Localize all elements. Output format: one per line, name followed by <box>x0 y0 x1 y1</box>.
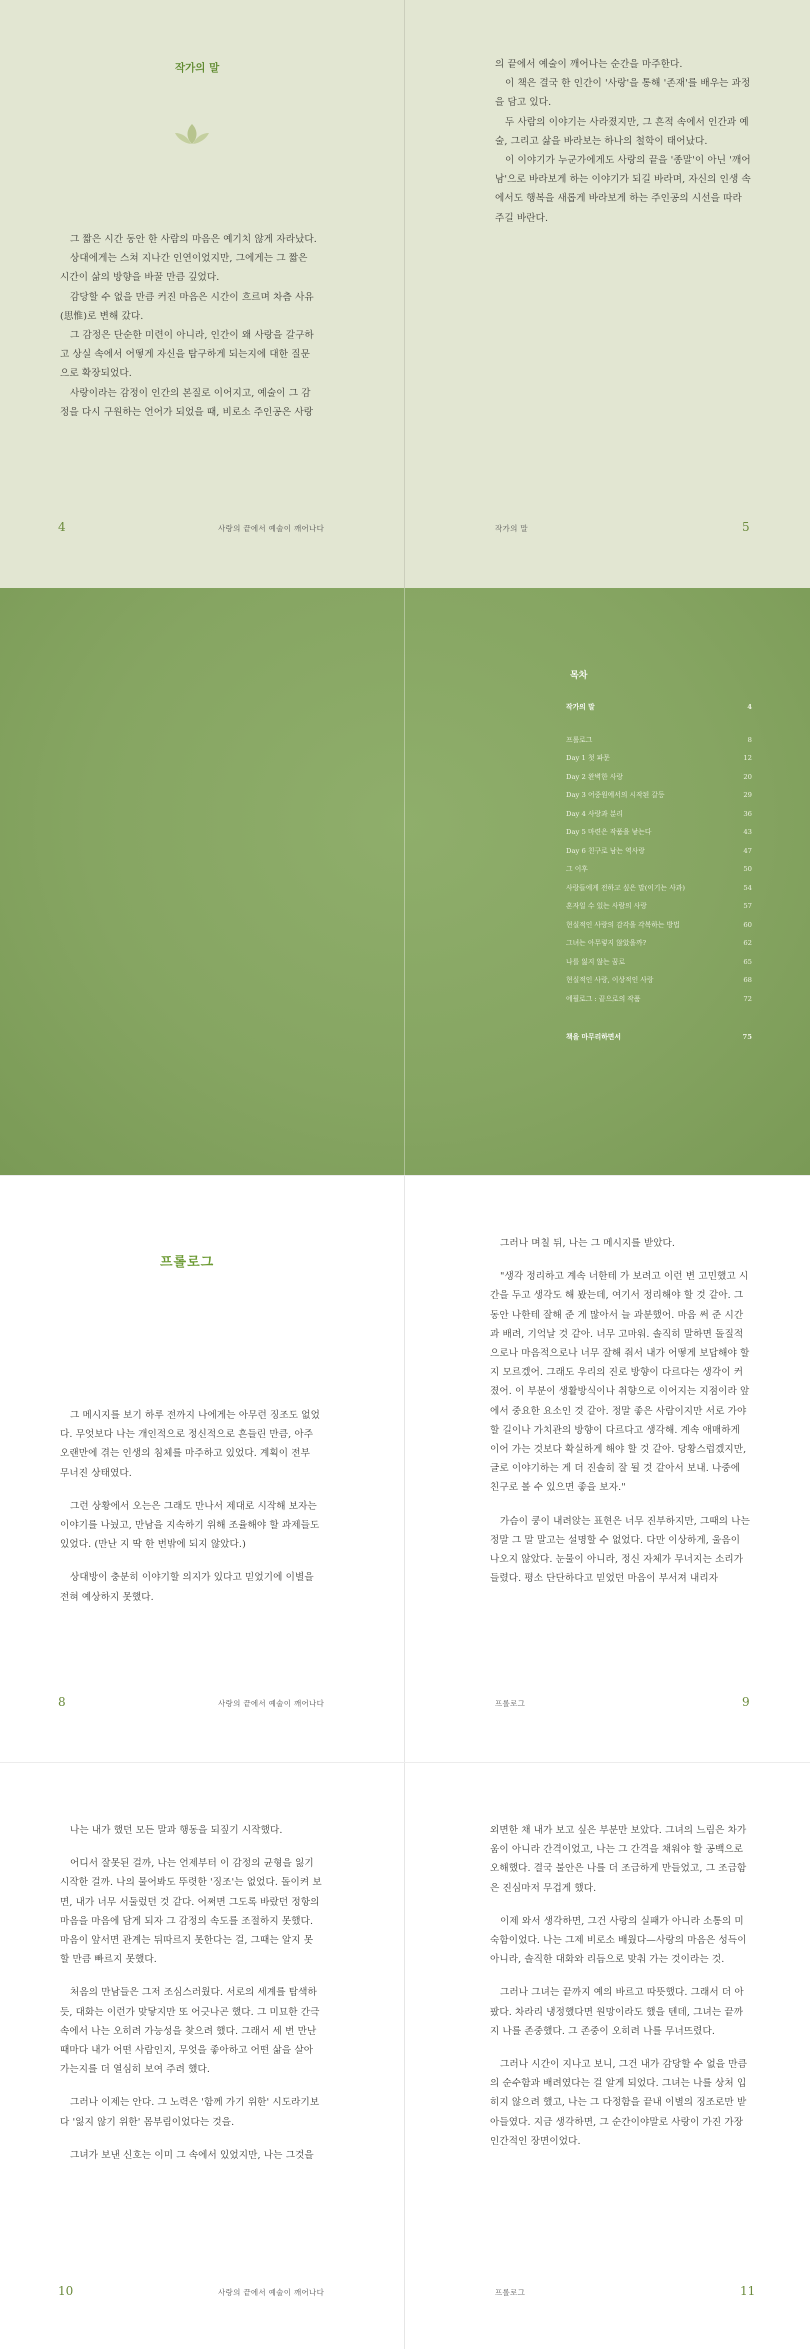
toc-page: 62 <box>743 939 752 947</box>
body-text <box>495 55 753 228</box>
paragraph: 그 감정은 단순한 미련이 아니라, 인간이 왜 사랑을 갈구하고 상실 속에서 어떻게 자신을 탐구하게 되는지에 대한 질문으로 확장되었다. <box>60 330 314 380</box>
running-head: 작가의 말 <box>495 524 528 533</box>
toc-label: 사랑들에게 전하고 싶은 말(이기는 사과) <box>566 883 685 892</box>
toc-entry[interactable] <box>566 768 752 787</box>
toc-page: 20 <box>743 772 752 781</box>
toc-label: 혼자일 수 있는 사람의 사랑 <box>566 902 647 910</box>
paragraph: 이 책은 결국 한 인간이 '사랑'을 통해 '존재'를 배우는 과정을 담고 있다. <box>495 78 751 109</box>
toc-label: Day 3 어중원에서의 시작된 갈등 <box>566 791 665 799</box>
paragraph: 의 끝에서 예술이 깨어나는 순간을 마주한다. <box>495 59 683 70</box>
toc-page: 47 <box>743 846 752 855</box>
toc-label: Day 4 사랑과 분리 <box>566 809 623 818</box>
body-text <box>490 1821 752 2151</box>
toc-page: 29 <box>743 791 752 799</box>
paragraph: 그런 상황에서 오는은 그래도 만나서 제대로 시작해 보자는 이야기를 나눴고, 만남을 지속하기 위해 조율해야 할 과제들도 있었다. (만난 지 딱 한 번밖에 되지 않았다.) <box>60 1500 320 1551</box>
toc-entry[interactable] <box>566 842 752 861</box>
toc-page: 60 <box>743 920 752 929</box>
body-text <box>60 230 318 422</box>
toc-label: Day 5 마련은 작품을 낳는다 <box>566 828 652 836</box>
toc-page: 50 <box>743 865 752 873</box>
toc-label: 현실적인 사랑, 이상적인 사랑 <box>566 976 654 984</box>
paragraph: 이제 와서 생각하면, 그건 사랑의 실패가 아니라 소통의 미숙함이었다. 나는 그제 비로소 배웠다—사랑의 마음은 성득이 아니라, 솔직한 대화와 리듬으로 맞춰 가는 것이라는 것. <box>490 1915 747 1966</box>
page-10 <box>0 1763 405 2349</box>
paragraph: 그러나 그녀는 끝까지 예의 바르고 따뜻했다. 그래서 더 아팠다. 차라리 냉정했다면 원망이라도 했을 텐데, 그녀는 끝까지 나를 존중했다. 그 존중이 오히려 나를 무너뜨렸다. <box>490 1987 744 2037</box>
paragraph: 그 메시지를 보기 하루 전까지 나에게는 아무런 징조도 없었다. 무엇보다 나는 개인적으로 정신적으로 흔들린 만큼, 아주 오랜만에 겪는 인생의 침체를 마주하고 있었다. 계획이 전부 무너진 상태였다. <box>60 1410 321 1479</box>
toc-list <box>566 698 752 1047</box>
toc-entry[interactable] <box>566 749 752 768</box>
paragraph: 그러나 며칠 뒤, 나는 그 메시지를 받았다. <box>500 1238 676 1249</box>
page-8 <box>0 1176 405 1763</box>
paragraph: "생각 정리하고 계속 너한테 가 보려고 이런 변 고민했고 시간을 두고 생각도 해 봤는데, 여기서 정리해야 할 것 같아. 그동안 나한테 잘해 준 게 많아서 늘 과분했어. 마음 써 준 시간과 배려, 기억날 것 같아. 너무 고마워. 솔직히 말하면 돌질적으로나 마음적으로나 너무 잘해 줘서 내가 어떻게 보답해야 할지 모르겠어. 그래도 우리의 진로 방향이 다르다는 생각이 커졌어. 이 부분이 생활방식이나 취향으로 이어지는 지점이라 앞에서 중요한 요소인 것 같아. 정말 좋은 사람이지만 서로 가야 할 길이나 가치관의 방향이 다르다고 생각해. 계속 애매하게 이어 가는 것보다 확실하게 해야 할 것 같아. 당황스럽겠지만, 글로 이야기하는 게 더 진솔히 잘 될 것 같아서 보내. 나중에 친구로 볼 수 있으면 좋을 보자." <box>490 1271 750 1494</box>
chapter-title: 작가의 말 <box>175 62 220 74</box>
paragraph: 그 짧은 시간 동안 한 사람의 마음은 예기치 않게 자라났다. <box>70 234 317 245</box>
gutter <box>404 1176 405 1763</box>
toc-page: 72 <box>743 994 752 1003</box>
toc-label: Day 2 완벽한 사랑 <box>566 772 623 781</box>
page-blank-green <box>0 588 405 1175</box>
body-text <box>60 1406 322 1607</box>
spread-prologue-continued <box>0 1762 810 2349</box>
paragraph: 두 사람의 이야기는 사라졌지만, 그 흔적 속에서 인간과 예술, 그리고 삶을 바라보는 하나의 철학이 태어났다. <box>495 116 749 147</box>
paragraph: 가슴이 쿵이 내려앉는 표현은 너무 진부하지만, 그때의 나는 정말 그 말 말고는 설명할 수 없었다. 다만 이상하게, 울음이 나오지 않았다. 눈물이 아니라, 정신 자체가 무너지는 소리가 들렸다. 평소 단단하다고 믿었던 마음이 부서져 내리자 <box>490 1515 751 1585</box>
gutter <box>404 0 405 588</box>
page-number: 11 <box>740 2284 756 2298</box>
toc-entry[interactable] <box>566 823 752 842</box>
page-number: 5 <box>742 520 750 534</box>
toc-label: 현실적인 사랑의 감각을 각복하는 방법 <box>566 920 680 929</box>
toc-entry[interactable] <box>566 934 752 953</box>
toc-entry[interactable] <box>566 897 752 916</box>
toc-entry[interactable] <box>566 805 752 824</box>
toc-entry[interactable] <box>566 879 752 898</box>
paragraph: 감당할 수 없을 만큼 커진 마음은 시간이 흐르며 차츰 사유(思惟)로 변해 갔다. <box>60 291 314 322</box>
paragraph: 외면한 채 내가 보고 싶은 부분만 보았다. 그녀의 느림은 차가움이 아니라 간격이었고, 나는 그 간격을 채워야 할 공백으로 오해했다. 결국 불안은 나를 더 조급하게 만들었고, 그 조급함은 진심마저 무겁게 했다. <box>490 1825 747 1894</box>
toc-entry[interactable] <box>566 698 752 717</box>
toc-page: 57 <box>743 902 752 910</box>
running-head: 프롤로그 <box>495 2288 526 2297</box>
running-head: 사랑의 끝에서 예술이 깨어나다 <box>218 524 325 533</box>
toc-label: 나를 잃지 않는 꿈로 <box>566 957 626 966</box>
leaf-ornament-icon <box>172 122 212 146</box>
page-4 <box>0 0 405 588</box>
gutter <box>404 588 405 1175</box>
running-head: 프롤로그 <box>495 1699 526 1708</box>
toc-entry[interactable] <box>566 971 752 990</box>
paragraph: 사랑이라는 감정이 인간의 본질로 이어지고, 예술이 그 감정을 다시 구원하는 언어가 되었을 때, 비로소 주인공은 사랑 <box>60 387 314 418</box>
toc-label: 그녀는 아무렇지 않았을까? <box>566 939 647 947</box>
toc-page: 4 <box>747 703 752 711</box>
paragraph: 나는 내가 했던 모든 말과 행동을 되짚기 시작했다. <box>70 1825 283 1836</box>
toc-page: 68 <box>743 976 752 984</box>
toc-label: 에필로그 : 끝으로의 작품 <box>566 994 641 1003</box>
paragraph: 상대방이 충분히 이야기할 의지가 있다고 믿었기에 이별을 전혀 예상하지 못했다. <box>60 1572 314 1603</box>
body-text <box>60 1821 322 2165</box>
paragraph: 어디서 잘못된 걸까, 나는 언제부터 이 감정의 균형을 잃기 시작한 걸까. 나의 물어봐도 뚜렷한 '징조'는 없었다. 돌이켜 보면, 내가 너무 서둘렀던 것 같다. 어쩌면 그도록 바랐던 정항의 마음을 마음에 담게 되자 그 감정의 속도를 조절하지 못했다. 마음이 앞서면 관계는 뒤따르지 못한다는 걸, 그때는 알지 못할 만큼 빠르지 못했다. <box>60 1858 322 1966</box>
toc-page: 8 <box>747 735 752 744</box>
toc-label: 책을 마무리하면서 <box>566 1033 621 1041</box>
toc-label: Day 1 첫 파문 <box>566 754 610 762</box>
toc-label: 프롤로그 <box>566 735 593 744</box>
toc-entry[interactable] <box>566 860 752 879</box>
toc-page: 65 <box>743 957 752 966</box>
chapter-title: 프롤로그 <box>160 1255 215 1270</box>
page-number: 9 <box>742 1695 750 1709</box>
spread-prologue <box>0 1175 810 1763</box>
page-number: 4 <box>58 520 66 534</box>
toc-label: 작가의 말 <box>566 703 595 711</box>
gutter <box>404 1763 405 2349</box>
toc-entry[interactable] <box>566 1028 752 1047</box>
toc-page: 54 <box>743 883 752 892</box>
paragraph: 상대에게는 스쳐 지나간 인연이었지만, 그에게는 그 짧은 시간이 삶의 방향을 바꿀 만큼 깊었다. <box>60 253 308 284</box>
toc-label: Day 6 친구로 남는 역사랑 <box>566 846 645 855</box>
paragraph: 이 이야기가 누군가에게도 사랑의 끝을 '종말'이 아닌 '깨어남'으로 바라보게 하는 이야기가 되길 바라며, 자신의 인생 속에서도 행복을 새롭게 바라보게 하는 주인공의 시선을 따라 주길 바란다. <box>495 155 751 224</box>
paragraph: 처음의 만남들은 그저 조심스러웠다. 서로의 세계를 탐색하듯, 대화는 이런가 맞닿지만 또 어긋나곤 했다. 그 미묘한 간극 속에서 나는 오히려 가능성을 찾으려 했다. 그래서 세 번 만난 때마다 내가 어떤 사람인지, 무엇을 좋아하고 어떤 삶을 살아가는지를 더 열심히 보여 주려 했다. <box>60 1987 320 2076</box>
running-head: 사랑의 끝에서 예술이 깨어나다 <box>218 1699 325 1708</box>
running-head: 사랑의 끝에서 예술이 깨어나다 <box>218 2288 325 2297</box>
page-9 <box>405 1176 810 1763</box>
toc-entry[interactable] <box>566 953 752 972</box>
paragraph: 그녀가 보낸 신호는 이미 그 속에서 있었지만, 나는 그것을 <box>70 2149 314 2161</box>
spread-author-note <box>0 0 810 588</box>
toc-label: 그 이후 <box>566 865 588 873</box>
toc-page: 12 <box>743 754 752 762</box>
toc-page: 36 <box>743 809 752 818</box>
toc-entry[interactable] <box>566 786 752 805</box>
toc-title: 목차 <box>570 671 588 681</box>
body-text <box>490 1234 752 1588</box>
page-number: 10 <box>58 2284 74 2298</box>
paragraph: 그러나 이제는 안다. 그 노력은 '함께 가기 위한' 시도라기보다 '잃지 않기 위한' 몸부림이었다는 것을. <box>60 2097 320 2128</box>
toc-entry[interactable] <box>566 731 752 750</box>
toc-entry[interactable] <box>566 990 752 1009</box>
toc-entry[interactable] <box>566 916 752 935</box>
paragraph: 그러나 시간이 지나고 보니, 그건 내가 감당할 수 없을 만큼의 순수함과 배려였다는 걸 알게 되었다. 그녀는 나를 상처 입히지 않으려 했고, 나는 그 다정함을 끝내 이별의 징조로만 받아들였다. 지금 생각하면, 그 순간이야말로 사랑이 가진 가장 인간적인 장면이었다. <box>490 2059 747 2147</box>
page-number: 8 <box>58 1695 66 1709</box>
page-11 <box>405 1763 810 2349</box>
toc-page: 75 <box>742 1033 752 1041</box>
page-5 <box>405 0 810 588</box>
toc-page: 43 <box>743 828 752 836</box>
spread-table-of-contents <box>0 588 810 1175</box>
